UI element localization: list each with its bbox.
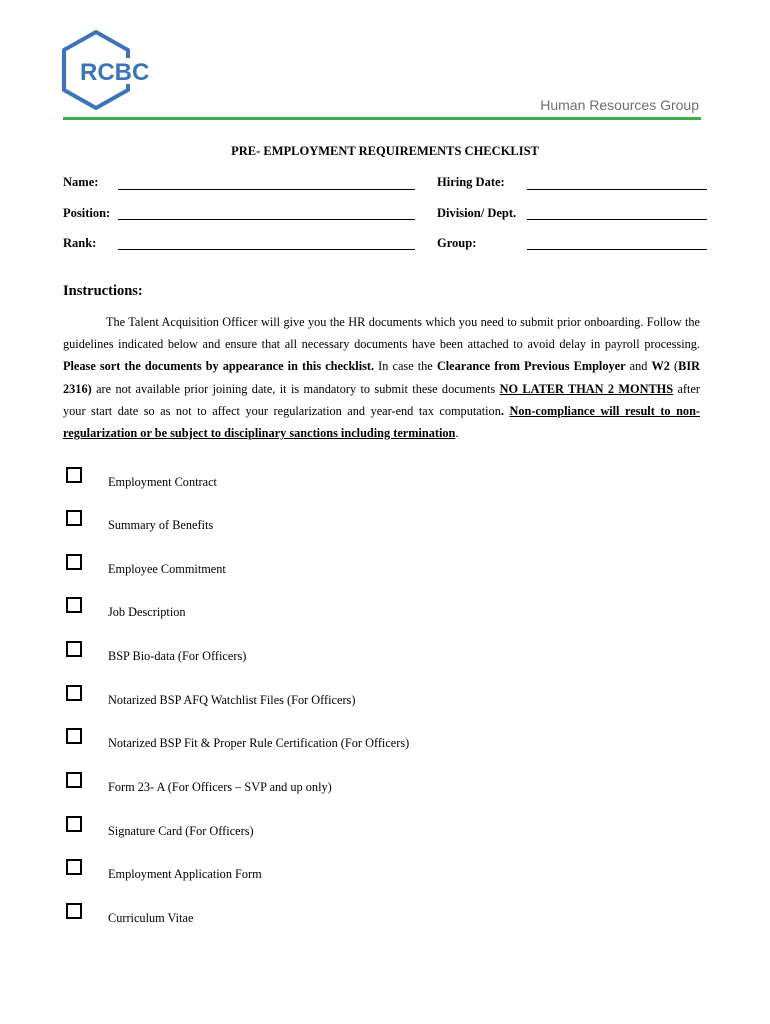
checkbox-job-description[interactable] — [66, 597, 82, 613]
instructions-heading: Instructions: — [63, 283, 143, 299]
checklist-item-label: Summary of Benefits — [108, 518, 214, 532]
checklist-item-label: Employment Application Form — [108, 867, 262, 881]
name-label: Name: — [63, 175, 99, 189]
checklist-item-label: Notarized BSP AFQ Watchlist Files (For Officers) — [108, 693, 356, 707]
checklist-item-label: Employee Commitment — [108, 562, 226, 576]
checklist-item-label: Curriculum Vitae — [108, 911, 194, 925]
checkbox-form-23a[interactable] — [66, 772, 82, 788]
group-label: Group: — [437, 236, 477, 250]
header-rule — [63, 117, 701, 120]
instructions-body: The Talent Acquisition Officer will give you the HR documents which you need to submit prior onboarding. Follow the guidelines indicated below and ensure that all necessary documents have been attached to avoid delay in payroll processing. Please sort the documents by appearance in this checklist. In case the Clearance from Previous Employer and W2 (BIR 2316) are not available prior joining date, it is mandatory to submit these documents NO LATER THAN 2 MONTHS after your start date so as not to affect your regularization and year-end tax computation. Non-compliance will result to non-regularization or be subject to disciplinary sanctions including termination. — [63, 315, 701, 441]
checkbox-employment-contract[interactable] — [66, 467, 82, 483]
position-label: Position: — [63, 206, 111, 220]
page-title: PRE- EMPLOYMENT REQUIREMENTS CHECKLIST — [231, 144, 539, 158]
rank-label: Rank: — [63, 236, 97, 250]
hiring-date-label: Hiring Date: — [437, 175, 505, 189]
rank-field[interactable] — [118, 249, 415, 250]
checklist-item-label: Employment Contract — [108, 475, 217, 489]
division-field[interactable] — [527, 219, 707, 220]
name-field[interactable] — [118, 189, 415, 190]
checkbox-afq-watchlist[interactable] — [66, 685, 82, 701]
checklist-item-label: Notarized BSP Fit & Proper Rule Certification (For Officers) — [108, 736, 410, 750]
rcbc-logo — [60, 30, 160, 112]
checkbox-employment-application-form[interactable] — [66, 859, 82, 875]
checkbox-employee-commitment[interactable] — [66, 554, 82, 570]
hiring-date-field[interactable] — [527, 189, 707, 190]
position-field[interactable] — [118, 219, 415, 220]
checklist-item-label: Job Description — [108, 605, 186, 619]
checkbox-bsp-bio-data[interactable] — [66, 641, 82, 657]
checklist-item-label: Signature Card (For Officers) — [108, 824, 254, 838]
department-name: Human Resources Group — [540, 97, 699, 113]
checkbox-fit-proper-certification[interactable] — [66, 728, 82, 744]
checkbox-summary-of-benefits[interactable] — [66, 510, 82, 526]
logo-text: RCBC — [80, 59, 150, 86]
checkbox-curriculum-vitae[interactable] — [66, 903, 82, 919]
checklist-item-label: Form 23- A (For Officers – SVP and up only) — [108, 780, 332, 794]
checklist-item-label: BSP Bio-data (For Officers) — [108, 649, 247, 663]
group-field[interactable] — [527, 249, 707, 250]
division-label: Division/ Dept. — [437, 206, 517, 220]
checkbox-signature-card[interactable] — [66, 816, 82, 832]
